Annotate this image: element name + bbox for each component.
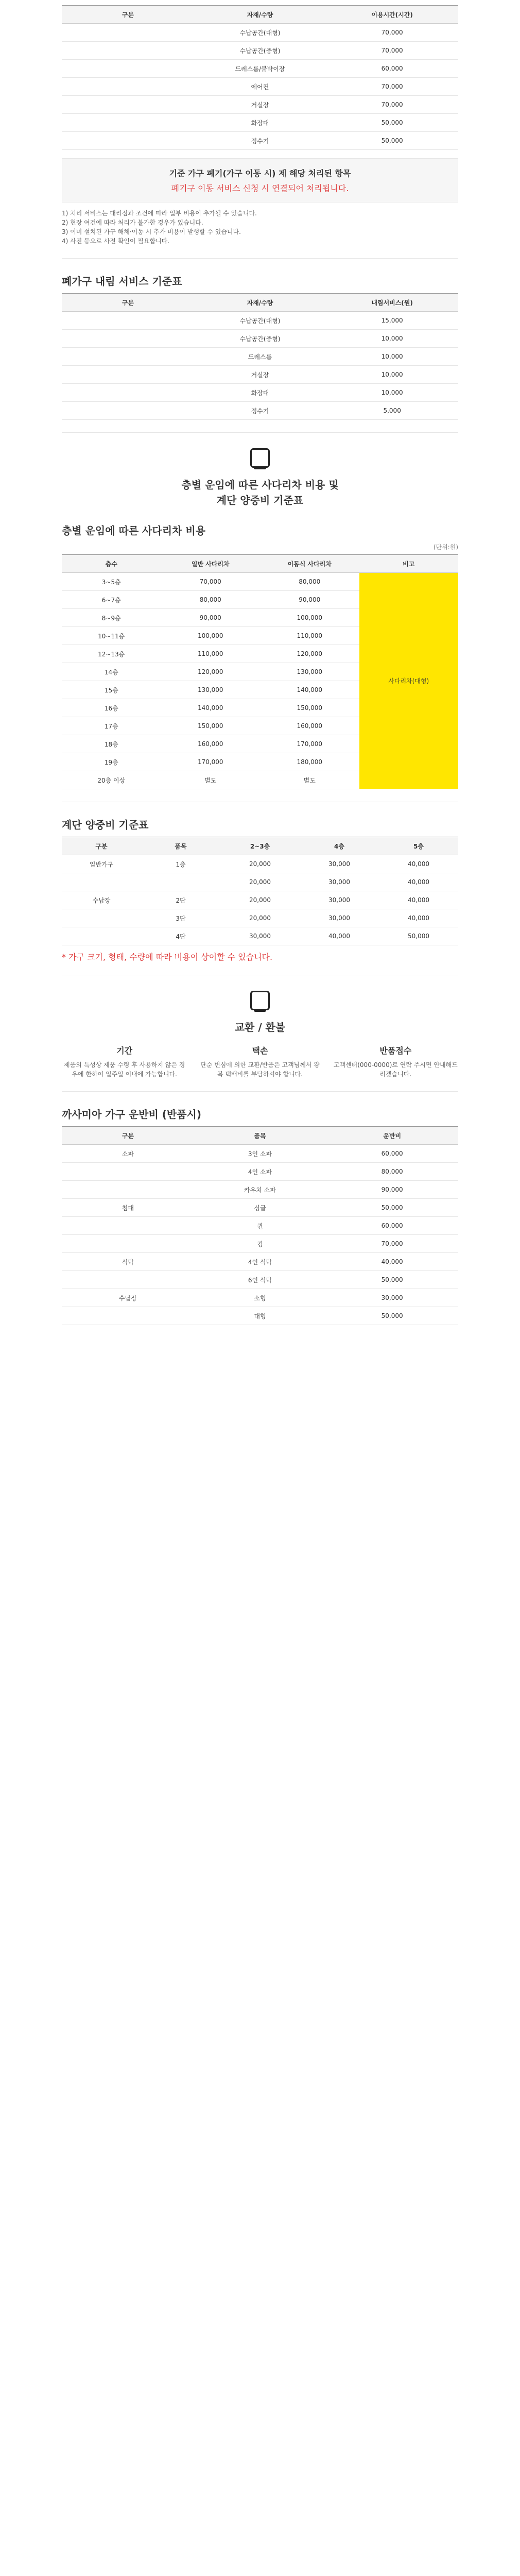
- table-row: 수납공간(대형) 15,000: [62, 312, 458, 330]
- table-row: 6~7층 80,000 90,000: [62, 591, 458, 609]
- table-row: 3단 20,000 30,000 40,000: [62, 909, 458, 927]
- notice-bullet: 2) 현장 여건에 따라 처리가 불가한 경우가 있습니다.: [62, 219, 203, 226]
- exchange-title: 교환 / 환불: [234, 1021, 286, 1033]
- table-row: 드레스룸/붙박이장 60,000: [62, 60, 458, 78]
- exchange-section: [62, 991, 458, 1035]
- table-row: 16층 140,000 150,000: [62, 699, 458, 717]
- exchange-columns: [62, 1044, 458, 1079]
- table-row: 3~5층 70,000 80,000 사다리차(대형): [62, 573, 458, 591]
- exchange-col-text: 제품의 특성상 제품 수령 후 사용하지 않은 경우에 한하여 일주일 이내에 가능합니다.: [63, 1061, 185, 1078]
- table-row: 12~13층 110,000 120,000: [62, 645, 458, 663]
- exchange-col-3: [333, 1044, 458, 1079]
- table-row: 정수기 5,000: [62, 402, 458, 420]
- table-4-note: * 가구 크기, 형태, 수량에 따라 비용이 상이할 수 있습니다.: [62, 952, 273, 962]
- exchange-col-text: 고객센터(000-0000)로 연락 주시면 안내해드리겠습니다.: [333, 1061, 458, 1078]
- table-row: 수납공간(중형) 70,000: [62, 42, 458, 60]
- notice-box: [62, 158, 458, 202]
- table-row: 수납공간(중형) 10,000: [62, 330, 458, 348]
- section-title: 층별 운임에 따른 사다리차 비용: [62, 524, 206, 537]
- table-row: 15층 130,000 140,000: [62, 681, 458, 699]
- table-row: 에어컨 70,000: [62, 78, 458, 96]
- table-row: 소파 3인 소파 60,000: [62, 1145, 458, 1163]
- notice-box-sub: 폐기구 이동 서비스 신청 시 연결되어 처리됩니다.: [171, 183, 349, 193]
- table-row: 거실장 70,000: [62, 96, 458, 114]
- table-row: 화장대 10,000: [62, 384, 458, 402]
- ladder-hero: [62, 448, 458, 508]
- table-row: 19층 170,000 180,000: [62, 753, 458, 771]
- table-1: [62, 5, 458, 150]
- table-1-header-2: 이용시간(시간): [326, 6, 458, 24]
- table-row: 수납장 2단 20,000 30,000 40,000: [62, 891, 458, 909]
- notice-bullet: 1) 처리 서비스는 대리점과 조건에 따라 일부 비용이 추가될 수 있습니다.: [62, 210, 257, 217]
- table-4: 구분 품목 2~3층 4층 5층 일반가구 1층 20,000 30,000 40,000 20,000 30,000 40,000 수납장 2단 20,000 30,000 40,000 3단 20,000 30,000 40,000 4단 30,000 40,000 50,000: [62, 837, 458, 945]
- table-row: 수납공간(대형) 70,000: [62, 24, 458, 42]
- table-row: 17층 150,000 160,000: [62, 717, 458, 735]
- unit-caption: (단위:원): [433, 544, 458, 551]
- divider: [62, 258, 458, 259]
- exchange-col-2: [197, 1044, 322, 1079]
- table-row: 4단 30,000 40,000 50,000: [62, 927, 458, 945]
- section-title: 폐가구 내림 서비스 기준표: [62, 275, 182, 287]
- section-title: 계단 양중비 기준표: [62, 819, 149, 831]
- exchange-col-title: 택손: [252, 1046, 268, 1056]
- ladder-title-1: 층별 운임에 따른 사다리차 비용 및: [181, 479, 339, 491]
- table-row: 드레스룸 10,000: [62, 348, 458, 366]
- table-row: 카우치 소파 90,000: [62, 1181, 458, 1199]
- divider: [62, 432, 458, 433]
- table-1-header-1: 자재/수량: [194, 6, 326, 24]
- table-row: 킹 70,000: [62, 1235, 458, 1253]
- table-row: 8~9층 90,000 100,000: [62, 609, 458, 627]
- table-row: 거실장 10,000: [62, 366, 458, 384]
- notice-bullet: 3) 이미 설치된 가구 해체·이동 시 추가 비용이 발생할 수 있습니다.: [62, 228, 241, 235]
- notice-bullet: 4) 사진 등으로 사전 확인이 필요합니다.: [62, 238, 170, 245]
- exchange-col-1: [62, 1044, 187, 1079]
- table-3: 층수 일반 사다리차 이동식 사다리차 비고 3~5층 70,000 80,000 사다리차(대형) 6~7층 80,000 90,000 8~9층 90,000 100,000 10~11층 100,000 110,000 12~13층 110,000 120,000 14층 120,000 130,000 15층 130,000 140,000 16층 140,000 150,000 17층 150,000 160,000 18층 160,000 170,000 19층 170,000 180,000 20층 이상 별도 별도: [62, 554, 458, 789]
- table-1-header-0: 구분: [62, 6, 194, 24]
- table-row: 4인 소파 80,000: [62, 1163, 458, 1181]
- ladder-title-2: 계단 양중비 기준표: [216, 494, 304, 506]
- return-icon: [250, 991, 270, 1010]
- table-row: 식탁 4인 식탁 40,000: [62, 1253, 458, 1271]
- table-row: 14층 120,000 130,000: [62, 663, 458, 681]
- table-row: 대형 50,000: [62, 1307, 458, 1325]
- table-row: 침대 싱글 50,000: [62, 1199, 458, 1217]
- section-title: 까사미아 가구 운반비 (반품시): [62, 1108, 202, 1121]
- table-row: 퀸 60,000: [62, 1217, 458, 1235]
- table-2: 구분 자재/수량 내림서비스(원) 수납공간(대형) 15,000 수납공간(중형) 10,000 드레스룸 10,000 거실장 10,000 화장대 10,000 정수기 5,000: [62, 293, 458, 420]
- table-row: 화장대 50,000: [62, 114, 458, 132]
- page-wrapper: [0, 5, 520, 1325]
- table-row: 수납장 소형 30,000: [62, 1289, 458, 1307]
- table-row: 10~11층 100,000 110,000: [62, 627, 458, 645]
- table-row: 정수기 50,000: [62, 132, 458, 150]
- exchange-col-text: 단순 변심에 의한 교환/반품은 고객님께서 왕복 택배비를 부담하셔야 합니다.: [200, 1061, 320, 1078]
- table-5: 구분 품목 운반비 소파 3인 소파 60,000 4인 소파 80,000 카우치 소파 90,000 침대 싱글 50,000 퀸 60,000 킹 70,000 식탁 4인 식탁 40,000 6인 식탁 50,000 수납장 소형 30,000 대형 50,000: [62, 1126, 458, 1325]
- table-row: 20,000 30,000 40,000: [62, 873, 458, 891]
- table-row: 20층 이상 별도 별도: [62, 771, 458, 789]
- table-row: 6인 식탁 50,000: [62, 1271, 458, 1289]
- table-row: 일반가구 1층 20,000 30,000 40,000: [62, 855, 458, 873]
- table-row: 18층 160,000 170,000: [62, 735, 458, 753]
- exchange-col-title: 반품접수: [379, 1046, 412, 1056]
- divider: [62, 1091, 458, 1092]
- exchange-col-title: 기간: [116, 1046, 133, 1056]
- truck-icon: [250, 448, 270, 468]
- ladder-highlight: 사다리차(대형): [359, 573, 459, 789]
- notice-box-title: 기준 가구 폐기(가구 이동 시) 제 해당 처리된 항목: [169, 168, 351, 178]
- notice-bullets: [62, 209, 458, 246]
